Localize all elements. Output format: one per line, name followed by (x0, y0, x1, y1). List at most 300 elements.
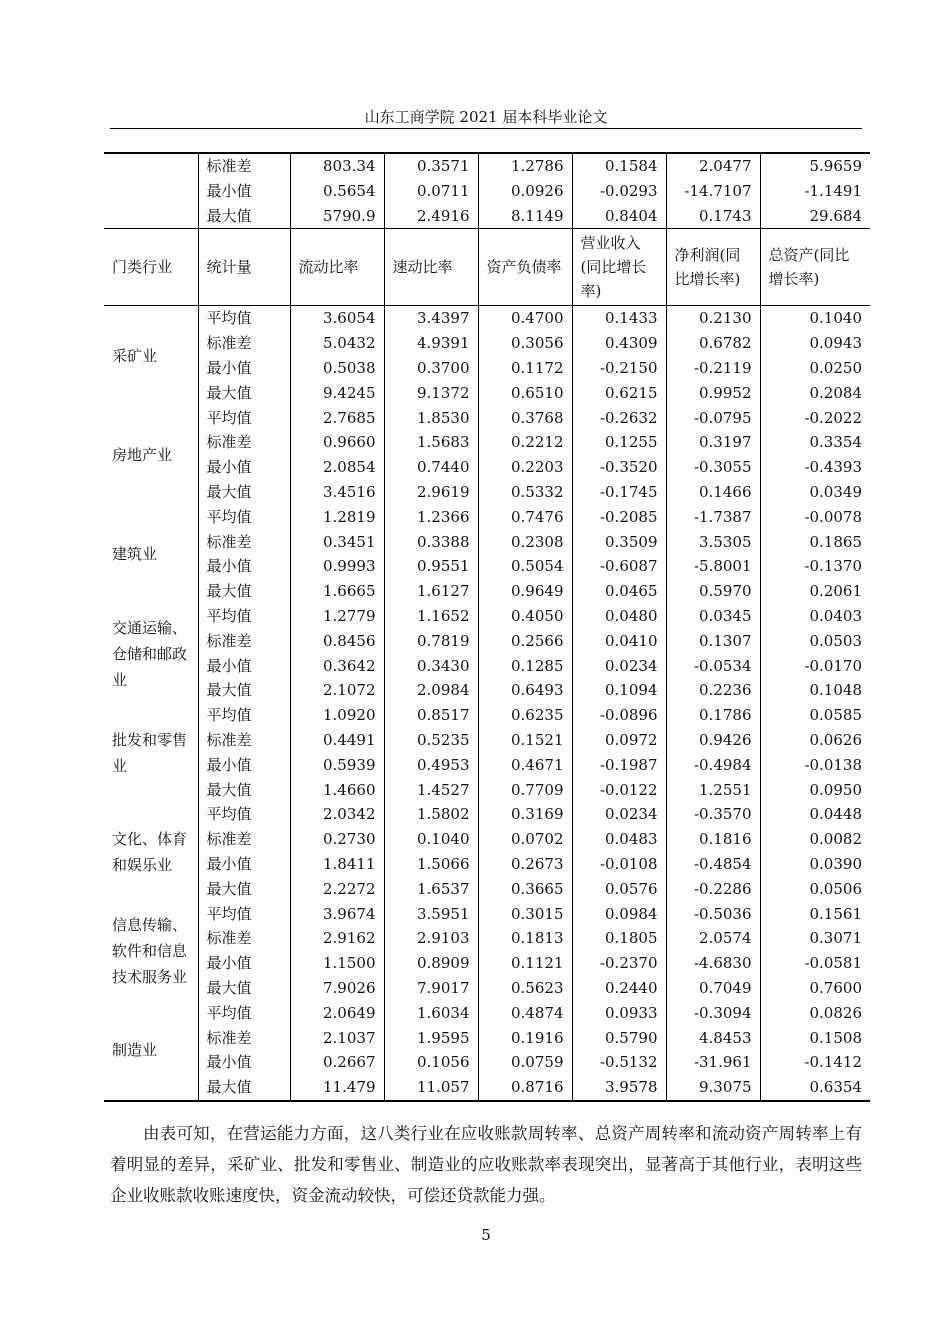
industry-category-cell: 制造业 (104, 1001, 198, 1101)
stat-label-cell: 最大值 (198, 204, 290, 229)
value-cell: -0.3570 (666, 802, 760, 827)
value-cell: 1.2551 (666, 778, 760, 803)
value-cell: -4.6830 (666, 951, 760, 976)
value-cell: 1.2786 (478, 153, 572, 179)
table-row (104, 678, 870, 703)
table-row (104, 530, 870, 555)
value-cell: 1.1500 (290, 951, 384, 976)
value-cell: 0.4874 (478, 1001, 572, 1026)
value-cell: 1.9595 (384, 1026, 478, 1051)
value-cell: 2.1072 (290, 678, 384, 703)
value-cell: 0.2203 (478, 455, 572, 480)
column-header: 净利润(同比增长率) (666, 229, 760, 306)
value-cell: -0.0108 (572, 852, 666, 877)
value-cell: -0.2119 (666, 356, 760, 381)
table-row (104, 1050, 870, 1075)
value-cell: 0.1172 (478, 356, 572, 381)
value-cell: 0.5054 (478, 554, 572, 579)
table-row (104, 976, 870, 1001)
stat-label-cell: 最小值 (198, 654, 290, 679)
value-cell: 0.1255 (572, 430, 666, 455)
stat-label-cell: 标准差 (198, 1026, 290, 1051)
value-cell: 0.6215 (572, 381, 666, 406)
column-header: 统计量 (198, 229, 290, 306)
value-cell: 0.3509 (572, 530, 666, 555)
stat-label-cell: 最大值 (198, 778, 290, 803)
stat-label-cell: 最大值 (198, 976, 290, 1001)
value-cell: -0.0795 (666, 406, 760, 431)
value-cell: 0.1743 (666, 204, 760, 229)
value-cell: -0.2150 (572, 356, 666, 381)
table-row (104, 629, 870, 654)
value-cell: 0.9649 (478, 579, 572, 604)
stat-label-cell: 最小值 (198, 951, 290, 976)
value-cell: 0.0950 (760, 778, 870, 803)
value-cell: 1.5066 (384, 852, 478, 877)
column-header: 资产负债率 (478, 229, 572, 306)
value-cell: 0.2212 (478, 430, 572, 455)
table-row (104, 505, 870, 530)
value-cell: 3.6054 (290, 306, 384, 331)
value-cell: 0.0403 (760, 604, 870, 629)
value-cell: 0.3430 (384, 654, 478, 679)
value-cell: 0.0585 (760, 703, 870, 728)
industry-category-cell: 信息传输、软件和信息技术服务业 (112, 916, 188, 987)
value-cell: 0.2130 (666, 306, 760, 331)
stat-label-cell: 最小值 (198, 1050, 290, 1075)
value-cell: 0.0506 (760, 877, 870, 902)
stat-label-cell: 最大值 (198, 381, 290, 406)
value-cell: 0.5790 (572, 1026, 666, 1051)
value-cell: 0.1561 (760, 902, 870, 927)
value-cell: 0.0711 (384, 179, 478, 204)
value-cell: 11.479 (290, 1075, 384, 1101)
value-cell: 7.9026 (290, 976, 384, 1001)
value-cell: 0.1040 (384, 827, 478, 852)
value-cell: 0.6493 (478, 678, 572, 703)
value-cell: -0.4393 (760, 455, 870, 480)
value-cell: -0.0581 (760, 951, 870, 976)
value-cell: 0.3388 (384, 530, 478, 555)
value-cell: -0.0896 (572, 703, 666, 728)
value-cell: -0.0170 (760, 654, 870, 679)
value-cell: 0.0349 (760, 480, 870, 505)
value-cell: 0.8404 (572, 204, 666, 229)
value-cell: 0.5939 (290, 753, 384, 778)
table-row (104, 1075, 870, 1101)
table-row (104, 153, 870, 179)
value-cell: 1.5683 (384, 430, 478, 455)
value-cell: 0.0943 (760, 331, 870, 356)
stat-label-cell: 最小值 (198, 455, 290, 480)
value-cell: 0.9993 (290, 554, 384, 579)
value-cell: 0.9952 (666, 381, 760, 406)
stat-label-cell: 平均值 (198, 902, 290, 927)
value-cell: 0.3700 (384, 356, 478, 381)
value-cell: 0.1094 (572, 678, 666, 703)
value-cell: 0.0082 (760, 827, 870, 852)
value-cell: 0.0576 (572, 877, 666, 902)
value-cell: 0.2308 (478, 530, 572, 555)
value-cell: 2.9162 (290, 926, 384, 951)
value-cell: 0.2440 (572, 976, 666, 1001)
value-cell: 1.0920 (290, 703, 384, 728)
value-cell: 1.2819 (290, 505, 384, 530)
value-cell: 0.1466 (666, 480, 760, 505)
stat-label-cell: 最小值 (198, 179, 290, 204)
value-cell: -0.5036 (666, 902, 760, 927)
value-cell: 2.1037 (290, 1026, 384, 1051)
value-cell: 0.2566 (478, 629, 572, 654)
value-cell: 2.0984 (384, 678, 478, 703)
value-cell: 0.3768 (478, 406, 572, 431)
value-cell: 9.4245 (290, 381, 384, 406)
value-cell: 0.1040 (760, 306, 870, 331)
value-cell: 0.3451 (290, 530, 384, 555)
value-cell: 3.9674 (290, 902, 384, 927)
value-cell: 1.2366 (384, 505, 478, 530)
value-cell: 2.0649 (290, 1001, 384, 1026)
value-cell: 0.1433 (572, 306, 666, 331)
value-cell: 0.0345 (666, 604, 760, 629)
table-row (104, 902, 870, 927)
value-cell: 0.1813 (478, 926, 572, 951)
value-cell: 0.5623 (478, 976, 572, 1001)
value-cell: 0.5235 (384, 728, 478, 753)
table-row (104, 480, 870, 505)
value-cell: 0.5654 (290, 179, 384, 204)
statistics-table (104, 152, 870, 1102)
value-cell: 0.0465 (572, 579, 666, 604)
value-cell: -0.0122 (572, 778, 666, 803)
value-cell: -0.0534 (666, 654, 760, 679)
value-cell: -0.2286 (666, 877, 760, 902)
value-cell: 0.1865 (760, 530, 870, 555)
stat-label-cell: 标准差 (198, 629, 290, 654)
column-header: 门类行业 (104, 229, 198, 306)
value-cell: 0.4953 (384, 753, 478, 778)
table-row (104, 430, 870, 455)
value-cell: -0.2370 (572, 951, 666, 976)
value-cell: 0.2667 (290, 1050, 384, 1075)
value-cell: 0.0702 (478, 827, 572, 852)
stat-label-cell: 最大值 (198, 678, 290, 703)
value-cell: 2.0342 (290, 802, 384, 827)
industry-category-cell: 批发和零售业 (112, 730, 188, 775)
table-row (104, 1026, 870, 1051)
value-cell: 0.3197 (666, 430, 760, 455)
value-cell: 0.4491 (290, 728, 384, 753)
value-cell: 0.8909 (384, 951, 478, 976)
stat-label-cell: 标准差 (198, 153, 290, 179)
value-cell: -1.7387 (666, 505, 760, 530)
value-cell: 7.9017 (384, 976, 478, 1001)
value-cell: 1.6537 (384, 877, 478, 902)
table-row (104, 356, 870, 381)
value-cell: 11.057 (384, 1075, 478, 1101)
value-cell: 4.8453 (666, 1026, 760, 1051)
value-cell: 2.0854 (290, 455, 384, 480)
stat-label-cell: 标准差 (198, 331, 290, 356)
value-cell: 0.0480 (572, 604, 666, 629)
value-cell: 0.5038 (290, 356, 384, 381)
stat-label-cell: 平均值 (198, 703, 290, 728)
table-row (104, 204, 870, 229)
table-row (104, 406, 870, 431)
value-cell: -0.1370 (760, 554, 870, 579)
value-cell: -0.2632 (572, 406, 666, 431)
value-cell: 0.2061 (760, 579, 870, 604)
value-cell: 1.8411 (290, 852, 384, 877)
value-cell: 0.2236 (666, 678, 760, 703)
value-cell: 0.0972 (572, 728, 666, 753)
value-cell: -0.1412 (760, 1050, 870, 1075)
column-header: 总资产(同比增长率) (760, 229, 870, 306)
table-row (104, 753, 870, 778)
value-cell: -0.1745 (572, 480, 666, 505)
table-row (104, 579, 870, 604)
table-row (104, 306, 870, 331)
value-cell: 0.0410 (572, 629, 666, 654)
value-cell: 2.0574 (666, 926, 760, 951)
value-cell: -14.7107 (666, 179, 760, 204)
header-rule (110, 128, 862, 129)
value-cell: 0.4050 (478, 604, 572, 629)
stat-label-cell: 最小值 (198, 356, 290, 381)
table-row (104, 381, 870, 406)
value-cell: 0.3169 (478, 802, 572, 827)
value-cell: 0.3071 (760, 926, 870, 951)
value-cell: 0.0926 (478, 179, 572, 204)
value-cell: -0.0293 (572, 179, 666, 204)
value-cell: 1.6665 (290, 579, 384, 604)
value-cell: 0.5970 (666, 579, 760, 604)
column-header: 速动比率 (384, 229, 478, 306)
industry-category-cell: 建筑业 (112, 545, 158, 564)
value-cell: 0.7600 (760, 976, 870, 1001)
value-cell: 803.34 (290, 153, 384, 179)
value-cell: 0.0483 (572, 827, 666, 852)
value-cell: 29.684 (760, 204, 870, 229)
value-cell: 1.6127 (384, 579, 478, 604)
value-cell: -1.1491 (760, 179, 870, 204)
table-row (104, 877, 870, 902)
value-cell: 0.3056 (478, 331, 572, 356)
value-cell: 8.1149 (478, 204, 572, 229)
value-cell: 2.2272 (290, 877, 384, 902)
table-row (104, 703, 870, 728)
value-cell: 0.0250 (760, 356, 870, 381)
stat-label-cell: 平均值 (198, 1001, 290, 1026)
table-row (104, 827, 870, 852)
stat-label-cell: 标准差 (198, 430, 290, 455)
stat-label-cell: 平均值 (198, 406, 290, 431)
value-cell: 3.4516 (290, 480, 384, 505)
value-cell: 0.6782 (666, 331, 760, 356)
table-row (104, 926, 870, 951)
value-cell: 9.1372 (384, 381, 478, 406)
category-cell (104, 153, 198, 229)
industry-category-cell: 采矿业 (112, 346, 158, 365)
value-cell: 0.0390 (760, 852, 870, 877)
value-cell: 0.7709 (478, 778, 572, 803)
value-cell: -0.4984 (666, 753, 760, 778)
value-cell: 0.3354 (760, 430, 870, 455)
value-cell: 3.9578 (572, 1075, 666, 1101)
stat-label-cell: 最小值 (198, 554, 290, 579)
value-cell: 0.0503 (760, 629, 870, 654)
value-cell: 5.0432 (290, 331, 384, 356)
value-cell: 4.9391 (384, 331, 478, 356)
value-cell: -0.2022 (760, 406, 870, 431)
stat-label-cell: 标准差 (198, 926, 290, 951)
value-cell: 0.0933 (572, 1001, 666, 1026)
value-cell: 0.0984 (572, 902, 666, 927)
value-cell: 0.6510 (478, 381, 572, 406)
value-cell: 0.9660 (290, 430, 384, 455)
value-cell: 1.8530 (384, 406, 478, 431)
value-cell: 0.0234 (572, 654, 666, 679)
value-cell: 0.1048 (760, 678, 870, 703)
stat-label-cell: 最小值 (198, 852, 290, 877)
value-cell: 1.2779 (290, 604, 384, 629)
value-cell: 2.4916 (384, 204, 478, 229)
value-cell: 0.7049 (666, 976, 760, 1001)
value-cell: 0.0234 (572, 802, 666, 827)
table-row (104, 331, 870, 356)
value-cell: 0.2673 (478, 852, 572, 877)
value-cell: 0.2730 (290, 827, 384, 852)
value-cell: 0.1584 (572, 153, 666, 179)
value-cell: 0.7819 (384, 629, 478, 654)
value-cell: 5790.9 (290, 204, 384, 229)
value-cell: 2.0477 (666, 153, 760, 179)
value-cell: -0.3055 (666, 455, 760, 480)
value-cell: -0.3094 (666, 1001, 760, 1026)
stat-label-cell: 平均值 (198, 505, 290, 530)
value-cell: 0.2084 (760, 381, 870, 406)
table-row (104, 728, 870, 753)
value-cell: 2.9619 (384, 480, 478, 505)
value-cell: 0.0759 (478, 1050, 572, 1075)
value-cell: 0.0826 (760, 1001, 870, 1026)
table-row (104, 179, 870, 204)
table-row (104, 604, 870, 629)
value-cell: 0.1285 (478, 654, 572, 679)
value-cell: 0.3015 (478, 902, 572, 927)
value-cell: 3.4397 (384, 306, 478, 331)
table-row (104, 1001, 870, 1026)
value-cell: -31.961 (666, 1050, 760, 1075)
page-number: 5 (481, 1226, 491, 1244)
industry-category-cell: 房地产业 (112, 446, 173, 465)
stat-label-cell: 最大值 (198, 579, 290, 604)
table-header-row (104, 229, 870, 306)
value-cell: 0.7440 (384, 455, 478, 480)
value-cell: 0.7476 (478, 505, 572, 530)
value-cell: 0.3642 (290, 654, 384, 679)
value-cell: 0.4671 (478, 753, 572, 778)
value-cell: 0.1816 (666, 827, 760, 852)
value-cell: 0.1508 (760, 1026, 870, 1051)
stat-label-cell: 平均值 (198, 802, 290, 827)
value-cell: 1.4660 (290, 778, 384, 803)
table-row (104, 554, 870, 579)
table-row (104, 654, 870, 679)
value-cell: 2.9103 (384, 926, 478, 951)
column-header: 流动比率 (290, 229, 384, 306)
value-cell: 9.3075 (666, 1075, 760, 1101)
value-cell: 3.5305 (666, 530, 760, 555)
table-row (104, 778, 870, 803)
value-cell: 0.3665 (478, 877, 572, 902)
value-cell: -0.0078 (760, 505, 870, 530)
industry-category-cell: 交通运输、仓储和邮政业 (112, 618, 188, 689)
value-cell: 0.9551 (384, 554, 478, 579)
value-cell: 0.5332 (478, 480, 572, 505)
body-paragraph: 由表可知，在营运能力方面，这八类行业在应收账款周转率、总资产周转率和流动资产周转率上有着明显的差异，采矿业、批发和零售业、制造业的应收账款率表现突出，显著高于其他行业，表明这些企业收账款收账速度快，资金流动较快，可偿还贷款能力强。 (110, 1124, 862, 1205)
value-cell: 0.3571 (384, 153, 478, 179)
stat-label-cell: 平均值 (198, 306, 290, 331)
stat-label-cell: 最大值 (198, 1075, 290, 1101)
page-header: 山东工商学院 2021 届本科毕业论文 (364, 108, 608, 126)
stat-label-cell: 最大值 (198, 480, 290, 505)
stat-label-cell: 标准差 (198, 530, 290, 555)
value-cell: 0.1521 (478, 728, 572, 753)
stat-label-cell: 标准差 (198, 728, 290, 753)
value-cell: 0.0448 (760, 802, 870, 827)
value-cell: 0.1121 (478, 951, 572, 976)
stat-label-cell: 标准差 (198, 827, 290, 852)
table-row (104, 802, 870, 827)
table-row (104, 455, 870, 480)
value-cell: 0.1307 (666, 629, 760, 654)
value-cell: 1.1652 (384, 604, 478, 629)
value-cell: 0.1805 (572, 926, 666, 951)
value-cell: -0.4854 (666, 852, 760, 877)
value-cell: 5.9659 (760, 153, 870, 179)
column-header: 营业收入(同比增长率) (572, 229, 666, 306)
stat-label-cell: 平均值 (198, 604, 290, 629)
value-cell: -0.0138 (760, 753, 870, 778)
value-cell: 0.8517 (384, 703, 478, 728)
value-cell: 0.1056 (384, 1050, 478, 1075)
value-cell: -0.2085 (572, 505, 666, 530)
table-row (104, 951, 870, 976)
value-cell: 0.6235 (478, 703, 572, 728)
value-cell: 1.6034 (384, 1001, 478, 1026)
value-cell: -0.3520 (572, 455, 666, 480)
value-cell: 0.8716 (478, 1075, 572, 1101)
industry-category-cell: 文化、体育和娱乐业 (112, 829, 188, 874)
value-cell: 0.4309 (572, 331, 666, 356)
value-cell: -5.8001 (666, 554, 760, 579)
value-cell: 0.1786 (666, 703, 760, 728)
stat-label-cell: 最小值 (198, 753, 290, 778)
value-cell: 0.8456 (290, 629, 384, 654)
value-cell: 2.7685 (290, 406, 384, 431)
table-row (104, 852, 870, 877)
value-cell: 0.6354 (760, 1075, 870, 1101)
value-cell: 0.9426 (666, 728, 760, 753)
value-cell: 3.5951 (384, 902, 478, 927)
value-cell: 1.4527 (384, 778, 478, 803)
value-cell: 0.4700 (478, 306, 572, 331)
value-cell: 0.0626 (760, 728, 870, 753)
value-cell: -0.6087 (572, 554, 666, 579)
value-cell: 1.5802 (384, 802, 478, 827)
value-cell: 0.1916 (478, 1026, 572, 1051)
